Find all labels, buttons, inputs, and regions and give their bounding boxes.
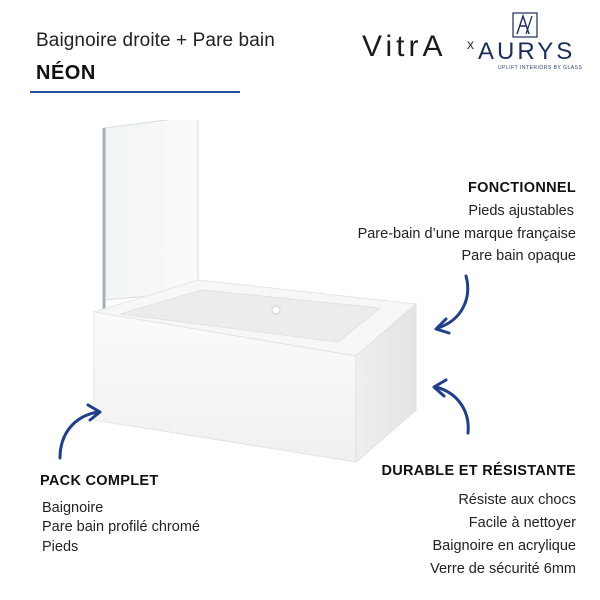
aurys-emblem-icon <box>510 10 540 40</box>
vitra-logo: VitrA <box>362 30 447 63</box>
fonctionnel-heading: FONCTIONNEL <box>467 180 576 196</box>
title-underline <box>30 91 240 93</box>
aurys-tagline: UPLIFT INTERIORS BY GLASS <box>498 65 583 71</box>
aurys-logo: AURYS <box>478 38 576 65</box>
durable-item: Verre de sécurité 6mm <box>430 561 576 577</box>
curved-arrow-icon <box>430 272 480 336</box>
curved-arrow-icon <box>428 375 478 439</box>
durable-heading: DURABLE ET RÉSISTANTE <box>381 463 576 479</box>
pack-item: Baignoire <box>42 500 104 516</box>
durable-item: Baignoire en acrylique <box>432 538 576 554</box>
product-subtitle: Baignoire droite + Pare bain <box>36 30 275 51</box>
pack-item: Pare bain profilé chromé <box>42 519 200 535</box>
pack-item: Pieds <box>42 539 79 555</box>
pack-heading: PACK COMPLET <box>40 473 159 489</box>
durable-item: Facile à nettoyer <box>468 515 576 531</box>
durable-item: Résiste aux chocs <box>458 492 576 508</box>
product-title: NÉON <box>36 62 96 84</box>
bathtub-illustration <box>80 120 420 470</box>
brand-separator: x <box>467 36 474 52</box>
drain <box>272 306 280 314</box>
curved-arrow-icon <box>52 402 108 464</box>
fonctionnel-item: Pieds ajustables <box>468 203 574 219</box>
fonctionnel-item: Pare-bain d’une marque française <box>357 226 576 242</box>
glass-panel <box>104 120 198 300</box>
fonctionnel-item: Pare bain opaque <box>461 248 576 264</box>
